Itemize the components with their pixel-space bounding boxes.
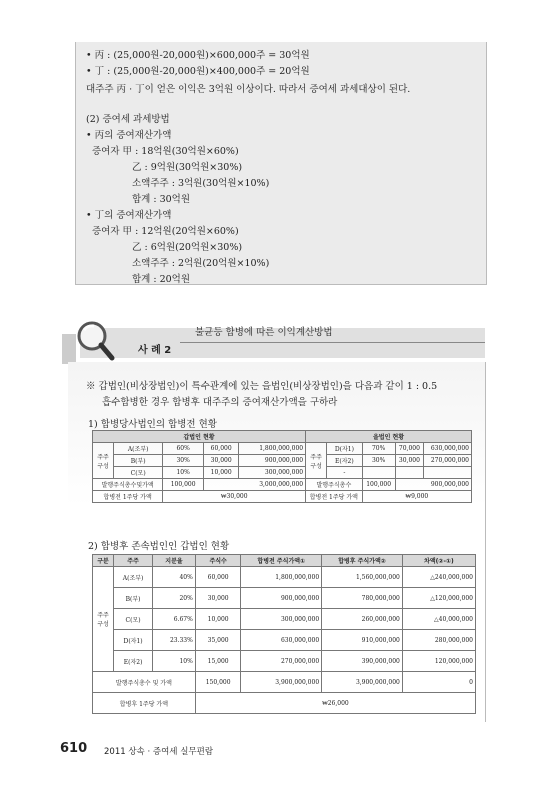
text-line: • 丙의 증여재산가액 [86,130,172,141]
premerger-table [92,430,472,503]
column-header: 지분율 [153,555,196,567]
table-row: 합병후 1주당 가액 ₩26,000 [93,693,476,714]
question-text: ※ 갑법인(비상장법인)이 특수관계에 있는 을법인(비상장법인)을 다음과 같이 1 : 0.5 [86,381,438,392]
column-header: 을법인 현황 [306,431,472,443]
magnifier-icon [60,316,120,366]
page-number: 610 [60,741,88,756]
column-header: 갑법인 현황 [93,431,306,443]
text-line: 증여자 甲 : 12억원(20억원×60%) [92,226,239,237]
question-text: 흡수합병한 경우 합병후 대주주의 증여재산가액을 구하라 [102,397,338,408]
table-row: 주주 구성 A(조부) 60% 60,000 1,800,000,000 주주 구성 D(자1) 70% 70,000 630,000,000 [93,443,472,455]
text-line: 대주주 丙 · 丁이 얻은 이익은 3억원 이상이다. 따라서 증여세 과세대상이 된다. [86,84,411,95]
text-line: 증여자 甲 : 18억원(30억원×60%) [92,146,239,157]
table-row: E(자2) 10% 15,000 270,000,000 390,000,000 120,000,000 [93,651,476,672]
case-box [68,362,486,722]
text-line: (2) 증여세 과세방법 [86,114,170,125]
table-row: C(모) 10% 10,000 300,000,000 - [93,467,472,479]
column-header: 주식수 [195,555,241,567]
section-heading: 2) 합병후 존속법인인 갑법인 현황 [88,541,230,552]
column-header: 합병전 주식가액① [241,555,322,567]
text-line: • 丁의 증여재산가액 [86,210,172,221]
table-row: 발행주식총수 및 가액 150,000 3,900,000,000 3,900,000,000 0 [93,672,476,693]
example-box [75,42,487,285]
case-title: 불균등 합병에 따른 이익계산방법 [195,327,333,338]
column-header: 주주 [114,555,153,567]
table-row: 합병전 1주당 가액 ₩30,000 합병전 1주당 가액 ₩9,000 [93,491,472,503]
postmerger-table [92,554,476,714]
column-header: 차액(②-①) [402,555,475,567]
text-line: • 丁 : (25,000원-20,000원)×400,000주 = 20억원 [86,66,310,77]
table-row: C(모) 6.67% 10,000 300,000,000 260,000,000 △40,000,000 [93,609,476,630]
text-line: 乙 : 9억원(30억원×30%) [132,162,243,173]
table-row: D(자1) 23.33% 35,000 630,000,000 910,000,000 280,000,000 [93,630,476,651]
case-header [60,316,485,366]
column-header: 합병후 주식가액② [322,555,403,567]
text-line: 합계 : 20억원 [132,274,191,285]
text-line: 합계 : 30억원 [132,194,191,205]
column-header: 구분 [93,555,114,567]
section-heading: 1) 합병당사법인의 합병전 현황 [88,419,217,430]
book-title: 2011 상속 · 증여세 실무편람 [104,747,214,757]
text-line: 소액주주 : 2억원(20억원×10%) [132,258,270,269]
table-row: 주주 구성 A(조부) 40% 60,000 1,800,000,000 1,560,000,000 △240,000,000 [93,567,476,588]
table-row: B(부) 30% 30,000 900,000,000 E(자2) 30% 30,000 270,000,000 [93,455,472,467]
text-line: • 丙 : (25,000원-20,000원)×600,000주 = 30억원 [86,50,310,61]
case-label: 사 례 2 [138,345,172,356]
table-row: B(부) 20% 30,000 900,000,000 780,000,000 △120,000,000 [93,588,476,609]
text-line: 소액주주 : 3억원(30억원×10%) [132,178,270,189]
text-line: 乙 : 6억원(20억원×30%) [132,242,243,253]
table-row: 발행주식총수및가액 100,000 3,000,000,000 발행주식총수 100,000 900,000,000 [93,479,472,491]
